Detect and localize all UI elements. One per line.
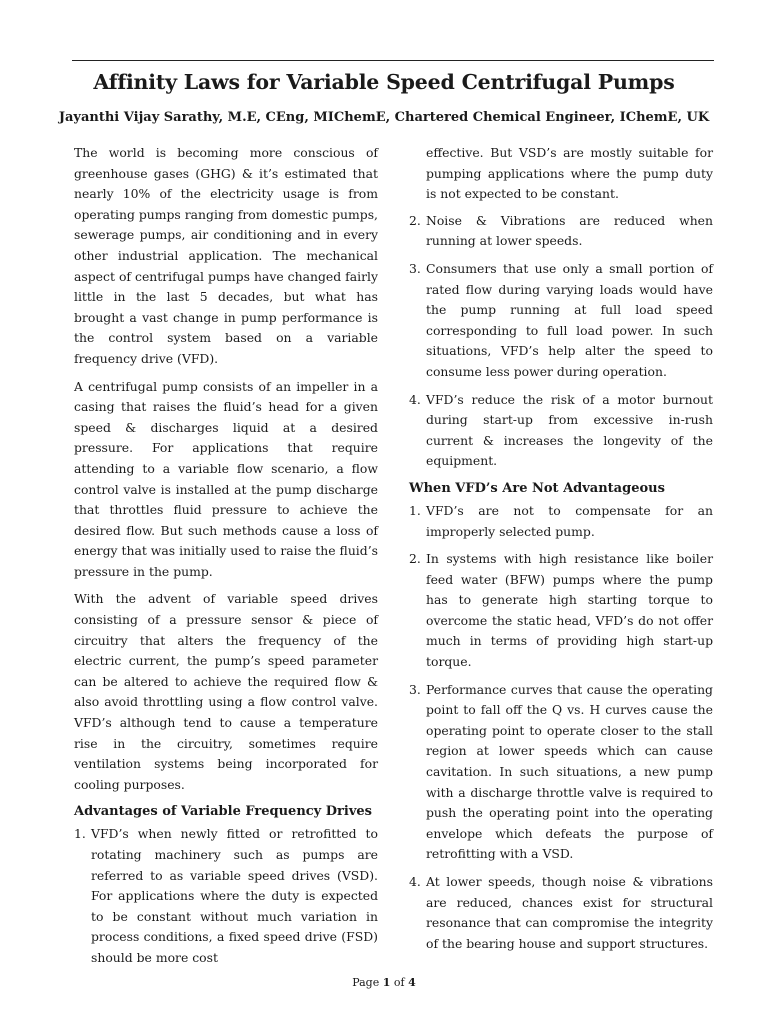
list-text: Noise & Vibrations are reduced when running at lower speeds. <box>426 212 713 249</box>
page-of: of <box>393 976 405 989</box>
advantages-heading: Advantages of Variable Frequency Drives <box>74 804 372 820</box>
list-number: 3. <box>409 681 421 697</box>
disadvantages-list <box>409 501 713 954</box>
list-text: At lower speeds, though noise & vibrations are reduced, chances exist for structural resonance that can compromise the integrity of the bearing house and support structures. <box>426 874 713 951</box>
list-item <box>409 390 713 472</box>
advantage-1-continued: effective. But VSD’s are mostly suitable for pumping applications where the pump duty is not expected to be constant. <box>426 145 713 202</box>
right-column <box>409 143 713 961</box>
list-item <box>74 824 378 968</box>
list-text: VFD’s reduce the risk of a motor burnout during start-up from excessive in-rush current & increases the longevity of the equipment. <box>426 391 713 469</box>
list-item <box>409 549 713 673</box>
page-current: 1 <box>382 976 391 989</box>
intro-paragraph: The world is becoming more conscious of greenhouse gases (GHG) & it’s estimated that nearly 10% of the electricity usage is from operating pumps ranging from domestic pumps, sewerage pumps, air conditioning and in every other industrial application. The mechanical aspect of centrifugal pumps have changed fairly little in the last 5 decades, but what has brought a vast change in pump performance is the control system based on a variable frequency drive (VFD). <box>74 145 378 366</box>
list-text: In systems with high resistance like boiler feed water (BFW) pumps where the pump has to generate high starting torque to overcome the static head, VFD’s do not offer much in terms of providing high start-up torque. <box>426 551 713 670</box>
page-label: Page <box>352 976 380 989</box>
document-title: Affinity Laws for Variable Speed Centrifugal Pumps <box>93 70 675 94</box>
list-text: VFD’s are not to compensate for an improperly selected pump. <box>426 502 713 539</box>
page-total: 4 <box>408 976 416 989</box>
page-footer <box>0 976 768 989</box>
list-text: VFD’s when newly fitted or retrofitted to rotating machinery such as pumps are referred to as variable speed drives (VSD). For applications where the duty is expected to be constant without much variation in process conditions, a fixed speed drive (FSD) should be more cost <box>91 826 378 965</box>
advantages-list-continued <box>409 211 713 472</box>
left-column <box>74 143 378 976</box>
list-number: 4. <box>409 874 421 889</box>
vsd-paragraph: With the advent of variable speed drives consisting of a pressure sensor & piece of circuitry that alters the frequency of the electric current, the pump’s speed parameter can be altered to achieve the required flow & also avoid throttling using a flow control valve. VFD’s although tend to cause a temperature rise in the circuitry, sometimes require ventilation systems being incorporated for cooling purposes. <box>74 591 378 792</box>
list-number: 2. <box>409 212 421 228</box>
list-text: Consumers that use only a small portion of rated flow during varying loads would have the pump running at full load speed corresponding to full load power. In such situations, VFD’s help alter the speed to consume less power during operation. <box>426 260 713 379</box>
pump-description-paragraph: A centrifugal pump consists of an impeller in a casing that raises the fluid’s head for a given speed & discharges liquid at a desired pressure. For applications that require attending to a variable flow scenario, a flow control valve is installed at the pump discharge that throttles fluid pressure to achieve the desired flow. But such methods cause a loss of energy that was initially used to raise the fluid’s pressure in the pump. <box>74 378 378 579</box>
advantages-list <box>74 824 378 968</box>
list-item <box>409 680 713 865</box>
author-line: Jayanthi Vijay Sarathy, M.E, CEng, MIChemE, Chartered Chemical Engineer, IChemE, UK <box>58 110 710 125</box>
list-text: Performance curves that cause the operating point to fall off the Q vs. H curves cause the operating point to operate closer to the stall region at lower speeds which can cause cavitation. In such situations, a new pump with a discharge throttle valve is required to push the operating point into the operating envelope which defeats the purpose of retrofitting with a VSD. <box>426 681 713 862</box>
disadvantages-heading: When VFD’s Are Not Advantageous <box>409 480 665 496</box>
list-number: 2. <box>409 551 421 567</box>
list-number: 1. <box>74 826 86 842</box>
list-number: 3. <box>409 260 421 276</box>
list-number: 4. <box>409 391 421 407</box>
list-item <box>409 872 713 954</box>
header-rule <box>72 60 714 61</box>
list-number: 1. <box>409 502 421 518</box>
list-item <box>409 501 713 542</box>
list-item <box>409 211 713 252</box>
list-item <box>409 259 713 383</box>
